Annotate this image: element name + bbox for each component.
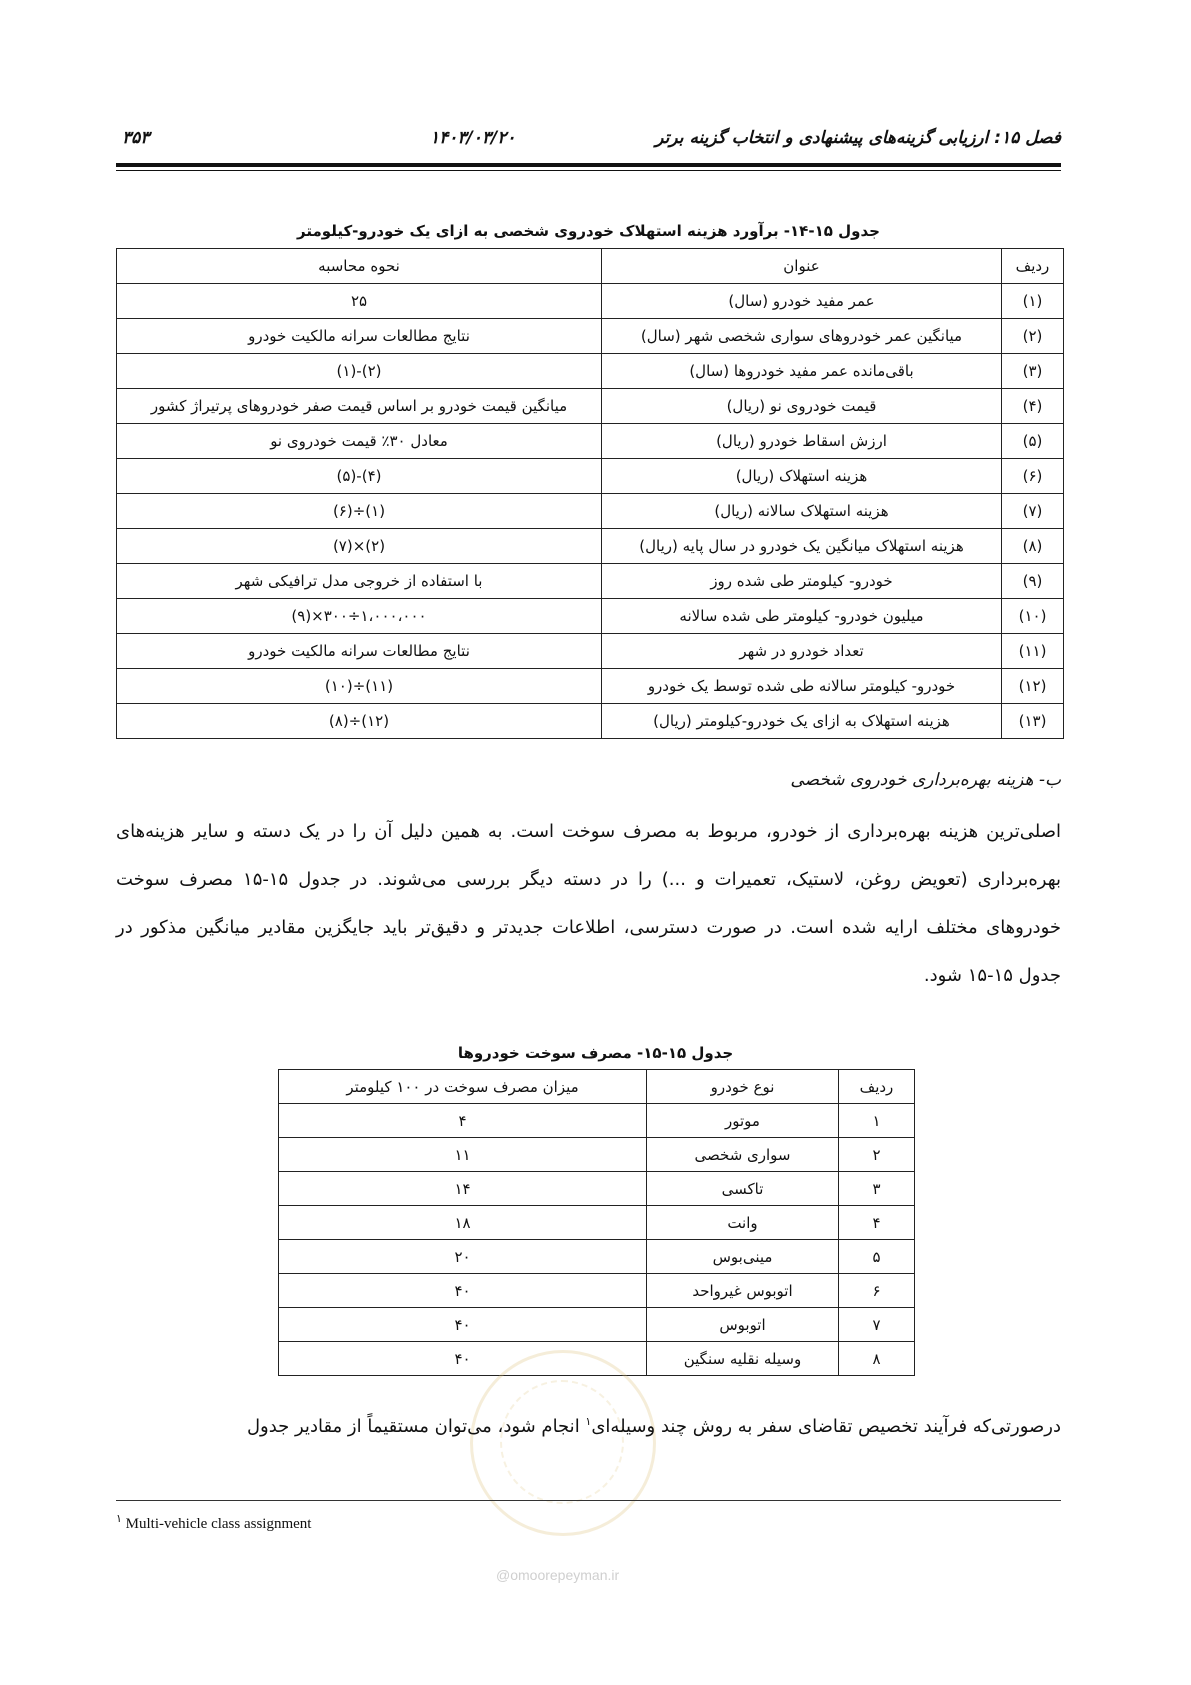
table1-cell: (۴) [1002,389,1064,424]
table2-cell: ۴۰ [279,1308,647,1342]
table1-row [117,599,1064,634]
header-rule-thin [116,170,1061,171]
table1-cell: هزینه استهلاک سالانه (ریال) [602,494,1002,529]
header-rule-thick [116,163,1061,167]
body-paragraph: اصلی‌ترین هزینه بهره‌برداری از خودرو، مربوط به مصرف سوخت است. به همین دلیل آن را در یک دسته و سایر هزینه‌های بهره‌برداری (تعویض روغن، لاستیک، تعمیرات و ...) را در دسته دیگر بررسی می‌شوند. در جدول ۱۵-۱۵ مصرف سوخت خودروهای مختلف ارایه شده است. در صورت دسترسی، اطلاعات جدیدتر و دقیق‌تر باید جایگزین مقادیر میانگین مذکور در جدول ۱۵-۱۵ شود. [116,821,1062,986]
table1-cell: ۱،۰۰۰،۰۰۰÷۳۰۰×(۹) [117,599,602,634]
table1-cell: هزینه استهلاک (ریال) [602,459,1002,494]
table1-cell: هزینه استهلاک به ازای یک خودرو-کیلومتر (ریال) [602,704,1002,739]
table1-caption: جدول ۱۵-۱۴- برآورد هزینه استهلاک خودروی شخصی به ازای یک خودرو-کیلومتر [297,222,880,240]
table1-row [117,634,1064,669]
table2-caption: جدول ۱۵-۱۵- مصرف سوخت خودروها [457,1044,734,1062]
table1-cell: (۸) [1002,529,1064,564]
table2-cell: سواری شخصی [647,1138,839,1172]
closing-text-before: درصورتی‌که فرآیند تخصیص تقاضای سفر به روش چند وسیله‌ای [591,1416,1061,1437]
table1-cell: (۷) [1002,494,1064,529]
table1-cell: (۱۱)÷(۱۰) [117,669,602,704]
table1-cell: هزینه استهلاک میانگین یک خودرو در سال پایه (ریال) [602,529,1002,564]
table1-row [117,284,1064,319]
table2-cell: ۱ [839,1104,915,1138]
table1-cell: (۱۲) [1002,669,1064,704]
table1-cell: (۶) [1002,459,1064,494]
table1-row [117,669,1064,704]
table1-cell: ۲۵ [117,284,602,319]
table1-body [117,249,1064,739]
table1-cell: (۱)÷(۶) [117,494,602,529]
table1-row [117,354,1064,389]
table2-cell: ۴ [839,1206,915,1240]
table2-cell: موتور [647,1104,839,1138]
section-subheading: ب- هزینه بهره‌برداری خودروی شخصی [790,770,1061,790]
table2-cell: ۱۸ [279,1206,647,1240]
table2-body [279,1070,915,1376]
table1-row [117,529,1064,564]
table1-cell: قیمت خودروی نو (ریال) [602,389,1002,424]
table1-cell: (۵) [1002,424,1064,459]
table2-cell: ۳ [839,1172,915,1206]
table2-row [279,1206,915,1240]
table2-row [279,1172,915,1206]
footnote-ref: ۱ [585,1415,592,1428]
table1-cell: باقی‌مانده عمر مفید خودروها (سال) [602,354,1002,389]
table2-row [279,1274,915,1308]
table1-cell: نتایج مطالعات سرانه مالکیت خودرو [117,634,602,669]
table1-cell: (۱۱) [1002,634,1064,669]
table1-cell: (۲)×(۷) [117,529,602,564]
table2-cell: ۷ [839,1308,915,1342]
closing-text-after: انجام شود، می‌توان مستقیماً از مقادیر جدول [246,1416,586,1437]
table1-cell: خودرو- کیلومتر طی شده روز [602,564,1002,599]
table2-row [279,1308,915,1342]
table2-cell: ۲۰ [279,1240,647,1274]
table1-row [117,319,1064,354]
table1-cell: معادل ۳۰٪ قیمت خودروی نو [117,424,602,459]
table1-row [117,704,1064,739]
table1-header-cell: ردیف [1002,249,1064,284]
table2-cell: وسیله نقلیه سنگین [647,1342,839,1376]
header-date: ۱۴۰۳/۰۳/۲۰ [430,128,516,148]
table1-cell: (۲) [1002,319,1064,354]
table1-header-cell: نحوه محاسبه [117,249,602,284]
table2-cell: وانت [647,1206,839,1240]
table1-cell: (۴)-(۵) [117,459,602,494]
table1-cell: (۳) [1002,354,1064,389]
table1-cell: (۹) [1002,564,1064,599]
table2-header-cell: میزان مصرف سوخت در ۱۰۰ کیلومتر [279,1070,647,1104]
closing-paragraph [116,1398,1061,1451]
table2-cell: تاکسی [647,1172,839,1206]
table2-cell: ۴ [279,1104,647,1138]
table1-cell: با استفاده از خروجی مدل ترافیکی شهر [117,564,602,599]
table1 [116,248,1064,739]
table1-cell: خودرو- کیلومتر سالانه طی شده توسط یک خودرو [602,669,1002,704]
table1-cell: عمر مفید خودرو (سال) [602,284,1002,319]
table1-cell: میانگین عمر خودروهای سواری شخصی شهر (سال) [602,319,1002,354]
table1-cell: (۱۳) [1002,704,1064,739]
table1-row [117,494,1064,529]
table2-header-cell: نوع خودرو [647,1070,839,1104]
table2-cell: ۴۰ [279,1274,647,1308]
table1-cell: تعداد خودرو در شهر [602,634,1002,669]
table2-row [279,1138,915,1172]
table1-row [117,459,1064,494]
table2-cell: اتوبوس [647,1308,839,1342]
table1-cell: نتایج مطالعات سرانه مالکیت خودرو [117,319,602,354]
table2-header-cell: ردیف [839,1070,915,1104]
table1-cell: میانگین قیمت خودرو بر اساس قیمت صفر خودروهای پرتیراژ کشور [117,389,602,424]
table2-row [279,1104,915,1138]
table2-cell: ۶ [839,1274,915,1308]
table1-row [117,424,1064,459]
table1-cell: (۱۰) [1002,599,1064,634]
table1-cell: (۱۲)÷(۸) [117,704,602,739]
table2-cell: ۸ [839,1342,915,1376]
table1-row [117,389,1064,424]
footnote-mark: ۱ [116,1513,122,1525]
table2-header-row [279,1070,915,1104]
table1-row [117,564,1064,599]
table1-cell: ارزش اسقاط خودرو (ریال) [602,424,1002,459]
table1-header-row [117,249,1064,284]
table1-cell: (۲)-(۱) [117,354,602,389]
page-number: ۳۵۳ [122,128,150,148]
watermark-url: @omoorepeyman.ir [496,1567,620,1583]
table2 [278,1069,915,1376]
table1-cell: (۱) [1002,284,1064,319]
chapter-title: فصل ۱۵: ارزیابی گزینه‌های پیشنهادی و انتخاب گزینه برتر [655,128,1061,148]
footnote-text: Multi-vehicle class assignment [121,1516,312,1532]
table2-row [279,1240,915,1274]
table1-header-cell: عنوان [602,249,1002,284]
table2-cell: ۱۱ [279,1138,647,1172]
footnote-rule [116,1500,1061,1501]
footnote [116,1512,311,1533]
table2-cell: ۲ [839,1138,915,1172]
table2-cell: ۱۴ [279,1172,647,1206]
table2-cell: مینی‌بوس [647,1240,839,1274]
table2-cell: ۴۰ [279,1342,647,1376]
table2-cell: ۵ [839,1240,915,1274]
table1-cell: میلیون خودرو- کیلومتر طی شده سالانه [602,599,1002,634]
table2-cell: اتوبوس غیرواحد [647,1274,839,1308]
